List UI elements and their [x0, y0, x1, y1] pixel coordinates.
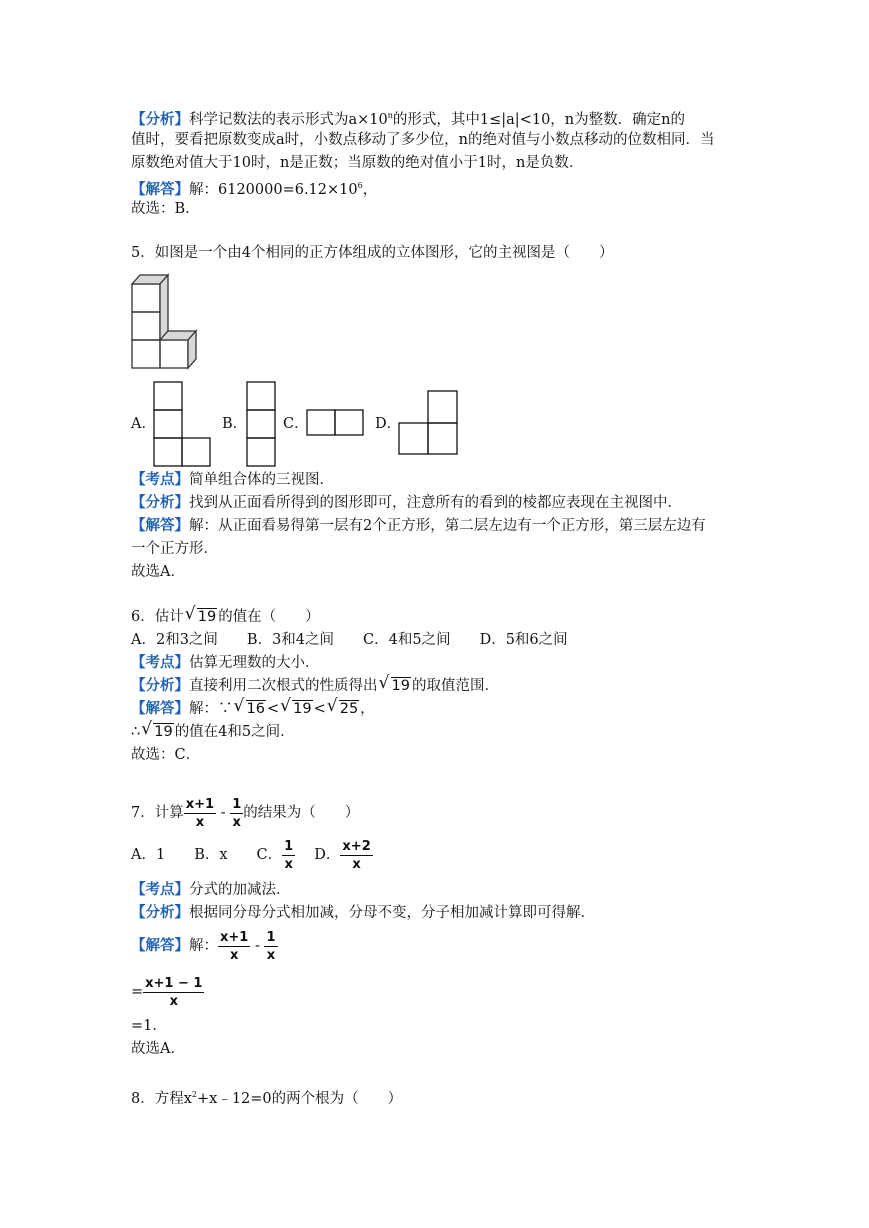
q5-kaodian: 【考点】简单组合体的三视图． — [131, 471, 334, 488]
q6-options: A．2和3之间 B．3和4之间 C．4和5之间 D．5和6之间 — [131, 632, 568, 648]
q5-solid-figure — [130, 272, 202, 372]
q5-question: 5．如图是一个由4个相同的正方体组成的立体图形，它的主视图是（ ） — [131, 245, 614, 261]
q6-kaodian: 【考点】估算无理数的大小． — [131, 654, 320, 671]
q5-analysis: 【分析】找到从正面看所得到的图形即可，注意所有的看到的棱都应表现在主视图中． — [131, 494, 682, 511]
q6-answer: 【解答】解：∵√ 16 <√ 19 <√ 25 ， — [131, 699, 375, 719]
q7-fraction-2: $\frac{1}{x}$ — [232, 796, 242, 830]
q5-option-d: D． — [375, 416, 402, 432]
q7-fraction-1: $\frac{x+1}{x}$ — [185, 796, 215, 830]
q5-option-c: C． — [283, 416, 309, 432]
q4-analysis-line1: 【分析】科学记数法的表示形式为$a\times 10^n$的形式，其中1≤|a|<10，n为整数．确定n的 — [131, 111, 685, 128]
q5-option-d-figure — [398, 390, 460, 456]
q6-question: 6．估计√ 19 的值在（ ） — [131, 607, 320, 627]
q5-option-b: B． — [222, 416, 248, 432]
q7-step: = $\frac{x+1 - 1}{x}$ — [131, 975, 203, 1009]
q5-option-c-figure — [306, 409, 364, 437]
q7-result: =1． — [131, 1018, 167, 1034]
q4-analysis-line3: 原数绝对值大于10时，n是正数；当原数的绝对值小于1时，n是负数． — [131, 155, 584, 171]
q4-answer: 【解答】解：$6120000=6.12\times 10^6$， — [131, 181, 378, 198]
q7-answer: 【解答】解： $\frac{x+1}{x}$ - $\frac{1}{x}$ — [131, 929, 276, 963]
q5-option-a: A． — [131, 416, 156, 432]
q5-option-b-figure — [246, 381, 278, 467]
q7-question: 7．计算 $\frac{x+1}{x}$ - $\frac{1}{x}$ 的结果为（ ） — [131, 796, 360, 830]
q4-analysis-line2: 值时，要看把原数变成a时，小数点移动了多少位，n的绝对值与小数点移动的位数相同．当 — [131, 132, 715, 148]
q7-options: A．1 B．x C． $\frac{1}{x}$ D． $\frac{x+2}{x}$ — [131, 838, 371, 872]
q6-analysis: 【分析】直接利用二次根式的性质得出√ 19 的取值范围． — [131, 676, 499, 696]
q7-kaodian: 【考点】分式的加减法． — [131, 881, 291, 898]
q5-choose: 故选A． — [131, 564, 185, 580]
q7-choose: 故选A． — [131, 1041, 185, 1057]
q7-analysis: 【分析】根据同分母分式相加减，分母不变，分子相加减计算即可得解． — [131, 904, 595, 921]
q5-answer-line2: 一个正方形． — [131, 541, 218, 557]
q6-choose: 故选：C． — [131, 747, 201, 763]
q8-question: 8．方程$x^2+x﹣12=0$的两个根为（ ） — [131, 1090, 403, 1107]
q5-answer-line1: 【解答】解：从正面看易得第一层有2个正方形，第二层左边有一个正方形，第三层左边有 — [131, 517, 706, 534]
q4-choose: 故选：B． — [131, 201, 200, 217]
q5-option-a-figure — [153, 381, 213, 467]
q6-conclusion: ∴√ 19 的值在4和5之间． — [131, 722, 295, 742]
